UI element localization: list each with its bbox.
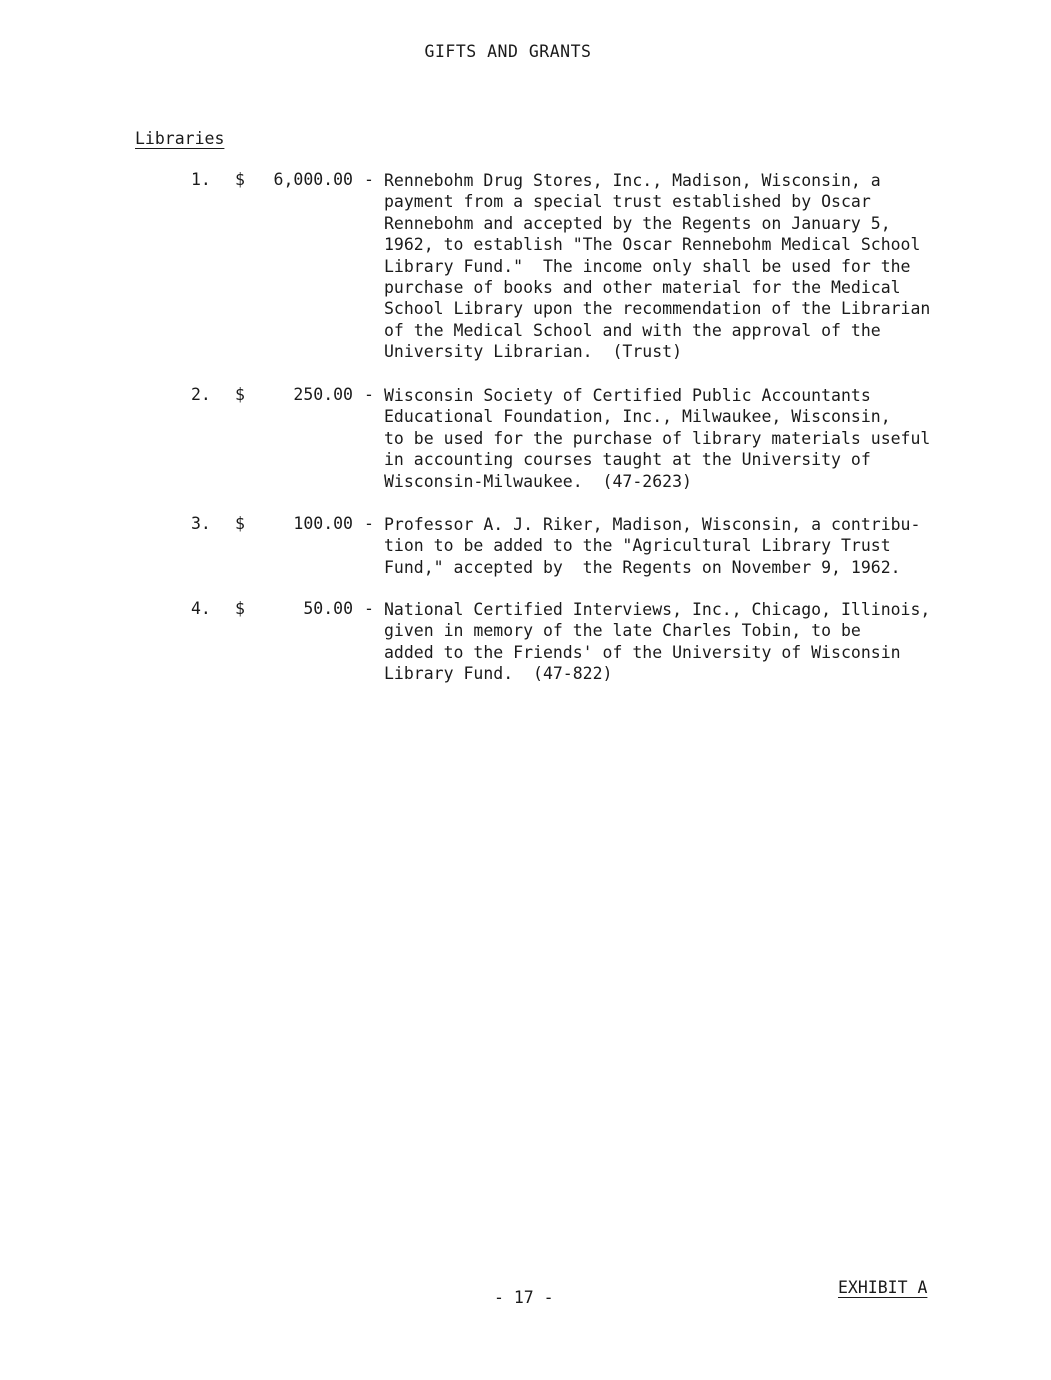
entry-amount: 250.00 bbox=[293, 385, 353, 404]
description-line: Rennebohm Drug Stores, Inc., Madison, Wisconsin, a bbox=[384, 171, 881, 190]
description-line: Fund," accepted by the Regents on November 9, 1962. bbox=[384, 557, 901, 577]
entry-description bbox=[384, 599, 984, 685]
entry-amount: 50.00 bbox=[303, 599, 353, 618]
entry-dash: - bbox=[364, 514, 374, 533]
currency-symbol: $ bbox=[235, 514, 245, 533]
description-line: Wisconsin Society of Certified Public Accountants bbox=[384, 386, 871, 405]
description-line: of the Medical School and with the approval of the bbox=[384, 320, 881, 340]
entry-number: 3. bbox=[191, 514, 211, 533]
description-line: Professor A. J. Riker, Madison, Wisconsin, a contribu- bbox=[384, 515, 921, 534]
entry-number: 1. bbox=[191, 170, 211, 189]
entry-number: 4. bbox=[191, 599, 211, 618]
currency-symbol: $ bbox=[235, 385, 245, 404]
description-line: Educational Foundation, Inc., Milwaukee, Wisconsin, bbox=[384, 407, 891, 427]
currency-symbol: $ bbox=[235, 599, 245, 618]
entry-dash: - bbox=[364, 599, 374, 618]
description-line: Library Fund. (47-822) bbox=[384, 664, 613, 684]
entry-dash: - bbox=[364, 170, 374, 189]
page-number: - 17 - bbox=[494, 1288, 554, 1307]
exhibit-label: EXHIBIT A bbox=[838, 1278, 928, 1297]
description-line: in accounting courses taught at the University of bbox=[384, 450, 871, 470]
currency-symbol: $ bbox=[235, 170, 245, 189]
section-heading: Libraries bbox=[135, 129, 225, 148]
entry-description bbox=[384, 514, 984, 578]
entry-number: 2. bbox=[191, 385, 211, 404]
description-line: payment from a special trust established by Oscar bbox=[384, 192, 871, 212]
entry-amount: 6,000.00 bbox=[273, 170, 353, 189]
description-line: to be used for the purchase of library materials useful bbox=[384, 428, 931, 448]
description-line: University Librarian. (Trust) bbox=[384, 342, 683, 362]
description-line: Wisconsin-Milwaukee. (47-2623) bbox=[384, 471, 692, 491]
description-line: School Library upon the recommendation of the Librarian bbox=[384, 299, 931, 319]
description-line: National Certified Interviews, Inc., Chicago, Illinois, bbox=[384, 600, 931, 619]
entry-description bbox=[384, 170, 984, 363]
description-line: Library Fund." The income only shall be used for the bbox=[384, 256, 911, 276]
page-title: GIFTS AND GRANTS bbox=[424, 42, 592, 61]
entry-description bbox=[384, 385, 984, 492]
description-line: tion to be added to the "Agricultural Library Trust bbox=[384, 536, 891, 556]
description-line: purchase of books and other material for the Medical bbox=[384, 278, 901, 298]
description-line: added to the Friends' of the University of Wisconsin bbox=[384, 642, 901, 662]
description-line: 1962, to establish "The Oscar Rennebohm Medical School bbox=[384, 235, 921, 255]
entry-dash: - bbox=[364, 385, 374, 404]
description-line: Rennebohm and accepted by the Regents on January 5, bbox=[384, 213, 891, 233]
entry-amount: 100.00 bbox=[293, 514, 353, 533]
description-line: given in memory of the late Charles Tobin, to be bbox=[384, 621, 861, 641]
